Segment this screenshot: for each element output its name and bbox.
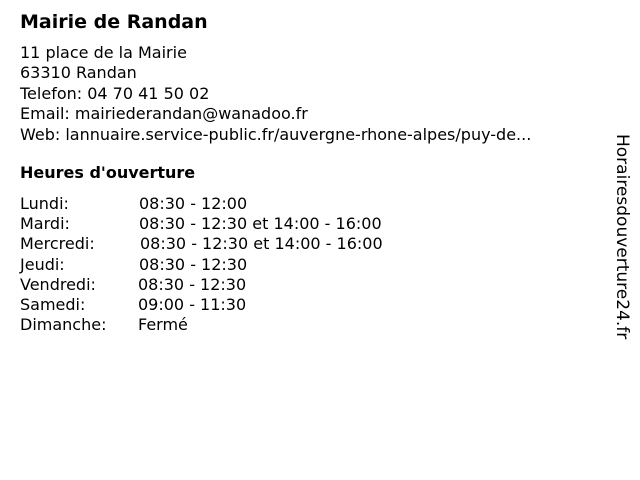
day-label: Vendredi: <box>20 274 96 294</box>
time-value: 08:30 - 12:30 et 14:00 - 16:00 <box>139 214 382 234</box>
time-value: 08:30 - 12:30 <box>138 274 247 294</box>
address-line-street: 11 place de la Mairie <box>20 43 187 62</box>
day-label: Jeudi: <box>20 254 65 274</box>
time-value: 09:00 - 11:30 <box>138 294 247 314</box>
address-line-city: 63310 Randan <box>20 63 137 83</box>
contact-block <box>20 43 531 145</box>
site-watermark: Horairesdouverture24.fr <box>612 134 632 340</box>
day-label: Dimanche: <box>20 315 107 335</box>
day-label: Mercredi: <box>20 234 95 254</box>
time-value: Fermé <box>138 315 188 335</box>
website-text: Web: lannuaire.service-public.fr/auvergne-rhone-alpes/puy-de... <box>20 124 532 144</box>
day-label: Samedi: <box>20 294 86 314</box>
day-label: Lundi: <box>20 194 69 213</box>
email-text: Email: mairiederandan@wanadoo.fr <box>20 104 308 124</box>
page-title: Mairie de Randan <box>20 11 208 33</box>
time-value: 08:30 - 12:30 et 14:00 - 16:00 <box>140 234 383 254</box>
phone-text: Telefon: 04 70 41 50 02 <box>20 83 210 103</box>
hours-heading: Heures d'ouverture <box>20 163 196 182</box>
day-label: Mardi: <box>20 214 70 234</box>
time-value: 08:30 - 12:00 <box>139 194 248 213</box>
time-value: 08:30 - 12:30 <box>139 254 248 274</box>
